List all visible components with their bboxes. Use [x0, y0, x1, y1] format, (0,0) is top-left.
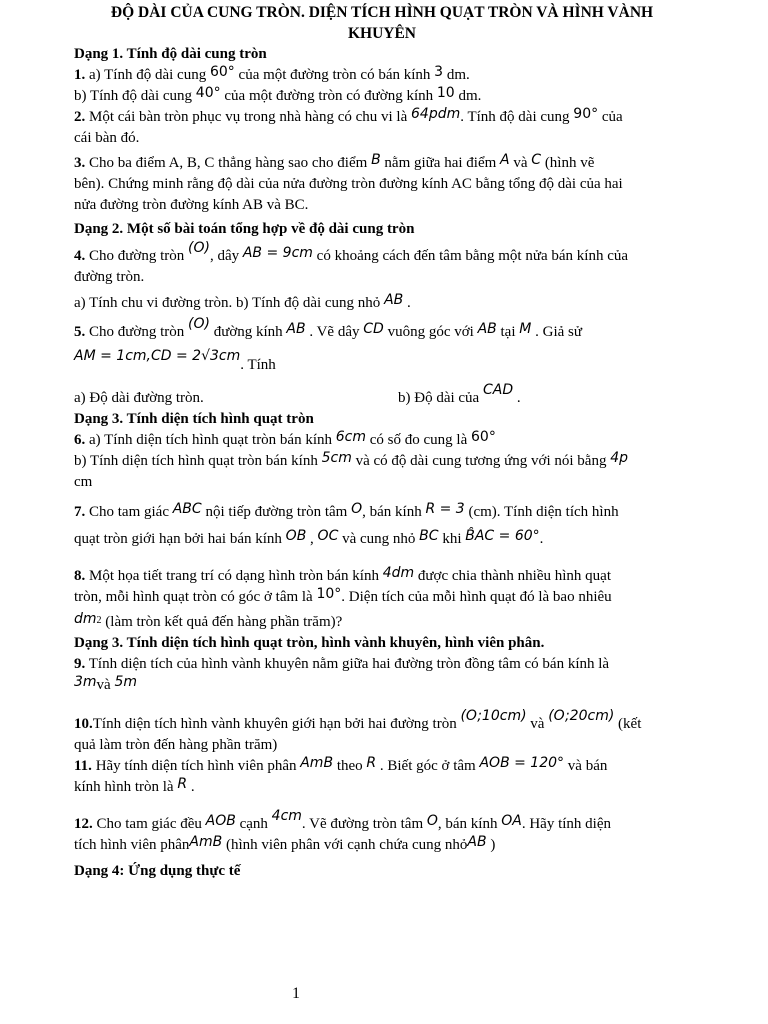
- problem-12: 12. Cho tam giác đều AOB cạnh 4cm. Vẽ đường tròn tâm O, bán kính OA. Hãy tính diện: [74, 808, 611, 832]
- problem-5: 5. Cho đường tròn (O) đường kính AB . Vẽ dây CD vuông góc với AB tại M . Giả sử: [74, 316, 582, 340]
- doc-title: ĐỘ DÀI CỦA CUNG TRÒN. DIỆN TÍCH HÌNH QUẠT TRÒN VÀ HÌNH VÀNH KHUYÊN: [110, 4, 654, 42]
- problem-7: 7. Cho tam giác ABC nội tiếp đường tròn tâm O, bán kính R = 3 (cm). Tính diện tích hình: [74, 501, 619, 520]
- problem-9: 9. Tính diện tích của hình vành khuyên nằm giữa hai đường tròn đồng tâm có bán kính là: [74, 656, 610, 672]
- problem-4: 4. Cho đường tròn (O), dây AB = 9cm có khoảng cách đến tâm bằng một nửa bán kính của: [74, 240, 629, 264]
- problem-11: 11. Hãy tính diện tích hình viên phân AmB theo R . Biết góc ở tâm AOB = 120° và bán: [74, 755, 608, 774]
- problem-3: 3. Cho ba điểm A, B, C thẳng hàng sao cho điểm B nằm giữa hai điểm A và C (hình vẽ: [74, 152, 595, 171]
- problem-6a: 6. a) Tính diện tích hình quạt tròn bán kính 6cm có số đo cung là 60°: [74, 429, 496, 448]
- section-heading-4: Dạng 3. Tính diện tích hình quạt tròn, hình vành khuyên, hình viên phân.: [74, 635, 545, 651]
- problem-6b: b) Tính diện tích hình quạt tròn bán kính 5cm và có độ dài cung tương ứng với nói bằng 4p: [74, 450, 628, 469]
- problem-10: 10.Tính diện tích hình vành khuyên giới hạn bởi hai đường tròn (O;10cm) và (O;20cm) (kết: [74, 708, 642, 732]
- problem-8: 8. Một họa tiết trang trí có dạng hình tròn bán kính 4dm được chia thành nhiều hình quạt: [74, 565, 611, 584]
- problem-1b: b) Tính độ dài cung 40° của một đường tròn có đường kính 10 dm.: [74, 85, 482, 104]
- section-heading-2: Dạng 2. Một số bài toán tổng hợp về độ dài cung tròn: [74, 221, 415, 237]
- page-number: 1: [292, 985, 300, 1002]
- document-page: ĐỘ DÀI CỦA CUNG TRÒN. DIỆN TÍCH HÌNH QUẠT TRÒN VÀ HÌNH VÀNH KHUYÊN Dạng 1. Tính độ dài cung tròn 1. a) Tính độ dài cung 60° của một đường tròn có bán kính 3 dm. b) Tính độ dài cung 40° của một đường tròn có đường kính 10 dm. 2. Một cái bàn tròn phục vụ trong nhà hàng có chu vi là 64pdm. Tính độ dài cung 90° của cái bàn đó. 3. Cho ba điểm A, B, C thẳng hàng sao cho điểm B nằm giữa hai điểm A và C (hình vẽ bên). Chứng minh rằng độ dài của nửa đường tròn đường kính AC bằng tổng độ dài của hai nửa đường tròn đường kính AB và BC. Dạng 2. Một số bài toán tổng hợp về độ dài cung tròn 4. Cho đường tròn (O), dây AB = 9cm có khoảng cách đến tâm bằng một nửa bán kính của đường tròn. a) Tính chu vi đường tròn. b) Tính độ dài cung nhỏ AB . 5. Cho đường tròn (O) đường kính AB . Vẽ dây CD vuông góc với AB tại M . Giả sử AM = 1cm,CD = 2√3cm. Tính a) Độ dài đường tròn. b) Độ dài của CAD . Dạng 3. Tính diện tích hình quạt tròn 6. a) Tính diện tích hình quạt tròn bán kính 6cm có số đo cung là 60° b) Tính diện tích hình quạt tròn bán kính 5cm và có độ dài cung tương ứng với nói bằng 4p cm 7. Cho tam giác ABC nội tiếp đường tròn tâm O, bán kính R = 3 (cm). Tính diện tích hình quạt tròn giới hạn bởi hai bán kính OB , OC và cung nhỏ BC khi B̂AC = 60°. 8. Một họa tiết trang trí có dạng hình tròn bán kính 4dm được chia thành nhiều hình quạt tròn, mỗi hình quạt tròn có góc ở tâm là 10°. Diện tích của mỗi hình quạt đó là bao nhiêu $dm^2$ (làm tròn kết quả đến hàng phần trăm)? Dạng 3. Tính diện tích hình quạt tròn, hình vành khuyên, hình viên phân. 9. Tính diện tích của hình vành khuyên nằm giữa hai đường tròn đồng tâm có bán kính là 3mvà 5m 10.Tính diện tích hình vành khuyên giới hạn bởi hai đường tròn (O;10cm) và (O;20cm) (kết quả làm tròn đến hàng phần trăm) 11. Hãy tính diện tích hình viên phân AmB theo R . Biết góc ở tâm AOB = 120° và bán kính hình tròn là R . 12. Cho tam giác đều AOB cạnh 4cm. Vẽ đường tròn tâm O, bán kính OA. Hãy tính diện tích hình viên phânAmB (hình viên phân với cạnh chứa cung nhỏAB ) Dạng 4: Ứng dụng thực tế: [74, 0, 694, 882]
- problem-2: 2. Một cái bàn tròn phục vụ trong nhà hàng có chu vi là 64pdm. Tính độ dài cung 90° của: [74, 106, 623, 125]
- section-heading-1: Dạng 1. Tính độ dài cung tròn: [74, 46, 267, 62]
- problem-1a: 1. a) Tính độ dài cung 60° của một đường tròn có bán kính 3 dm.: [74, 64, 470, 83]
- section-heading-3: Dạng 3. Tính diện tích hình quạt tròn: [74, 411, 314, 427]
- section-heading-5: Dạng 4: Ứng dụng thực tế: [74, 863, 241, 879]
